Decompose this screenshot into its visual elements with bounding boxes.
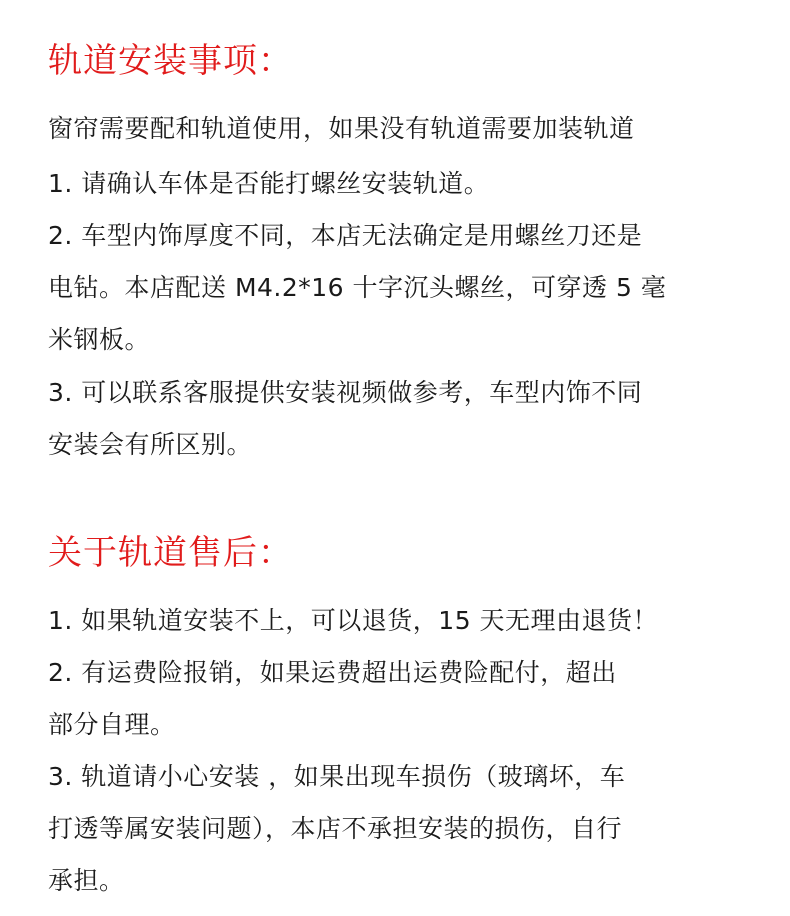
after-sales-line: 2. 有运费险报销，如果运费超出运费险配付，超出 xyxy=(48,658,617,687)
installation-notes-line: 窗帘需要配和轨道使用，如果没有轨道需要加装轨道 xyxy=(48,114,635,143)
installation-notes-line: 3. 可以联系客服提供安装视频做参考，车型内饰不同 xyxy=(48,378,643,407)
installation-notes-title: 轨道安装事项： xyxy=(48,41,293,81)
installation-notes-line: 2. 车型内饰厚度不同，本店无法确定是用螺丝刀还是 xyxy=(48,221,643,250)
after-sales-line: 承担。 xyxy=(48,866,125,895)
after-sales-line: 1. 如果轨道安装不上，可以退货，15 天无理由退货！ xyxy=(48,606,659,635)
installation-notes-line: 米钢板。 xyxy=(48,325,151,354)
after-sales-line: 3. 轨道请小心安装 ，如果出现车损伤（玻璃坏，车 xyxy=(48,762,626,791)
installation-notes-line: 1. 请确认车体是否能打螺丝安装轨道。 xyxy=(48,169,490,198)
after-sales-line: 部分自理。 xyxy=(48,710,176,739)
installation-notes-line: 安装会有所区别。 xyxy=(48,430,253,459)
installation-notes-line: 电钻。本店配送 M4.2*16 十字沉头螺丝，可穿透 5 毫 xyxy=(48,273,667,302)
installation-notes-section xyxy=(48,41,768,459)
after-sales-line: 打透等属安装问题），本店不承担安装的损伤，自行 xyxy=(48,814,623,843)
after-sales-title: 关于轨道售后： xyxy=(48,533,293,573)
after-sales-section xyxy=(48,533,768,895)
